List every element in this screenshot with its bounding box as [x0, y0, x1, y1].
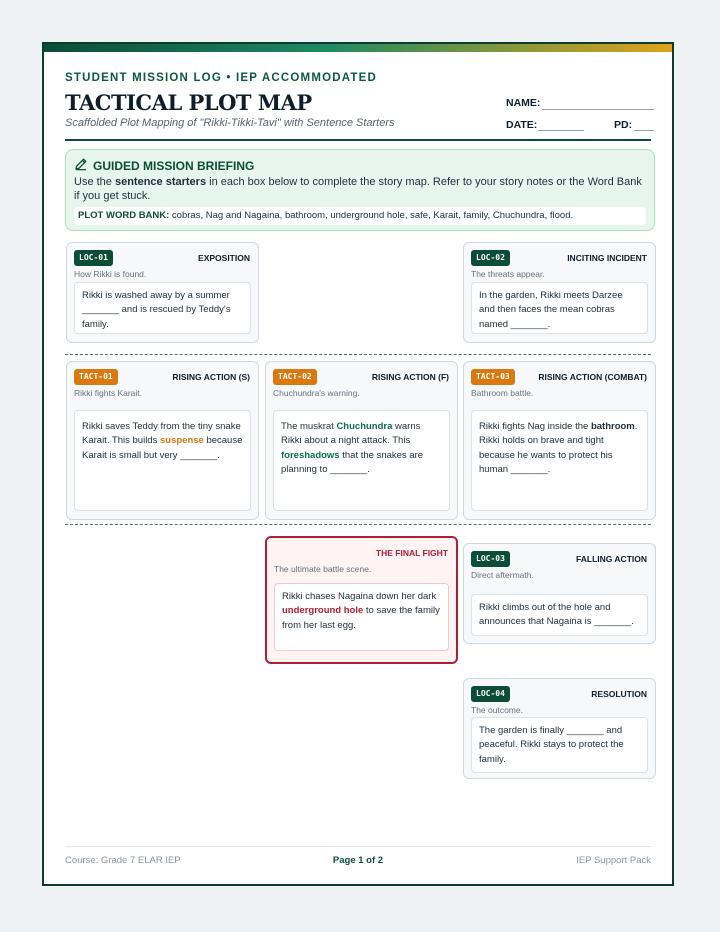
highlight-term: bathroom: [590, 421, 635, 432]
highlight-term: foreshadows: [281, 449, 340, 461]
briefing-title-text: GUIDED MISSION BRIEFING: [93, 158, 255, 173]
sentence-starter-box[interactable]: [74, 410, 251, 511]
starter-text: Rikki chases Nagaina down her dark: [282, 591, 437, 602]
card-label: RISING ACTION (S): [172, 372, 250, 382]
word-bank-label: PLOT WORD BANK:: [78, 210, 170, 221]
starter-text: warns Rikki about a night attack. This: [281, 421, 421, 447]
card-label: THE FINAL FIGHT: [375, 548, 448, 558]
card-label: FALLING ACTION: [576, 554, 647, 564]
card-subtitle: Rikki fights Karait.: [74, 388, 143, 398]
highlight-term: underground hole: [282, 605, 364, 617]
name-label: NAME:: [506, 97, 541, 109]
starter-text: that the snakes are planning to _______.: [281, 449, 424, 475]
card-rising-action-3: [463, 361, 656, 520]
footer-pack: IEP Support Pack: [576, 855, 651, 866]
card-label: INCITING INCIDENT: [567, 253, 647, 263]
card-exposition: [66, 242, 259, 343]
card-label: RISING ACTION (F): [371, 372, 449, 382]
instructions-emphasis: sentence starters: [114, 176, 207, 188]
starter-text: to save the family from her last egg.: [282, 605, 440, 631]
word-bank: [74, 207, 646, 225]
footer-course: Course: Grade 7 ELAR IEP: [65, 855, 181, 866]
highlight-term: suspense: [159, 435, 204, 447]
page-number: Page 1 of 2: [332, 855, 384, 866]
sentence-starter-box[interactable]: In the garden, Rikki meets Darzee and then faces the mean cobras named _______.: [471, 282, 648, 334]
badge-tact-01: TACT-01: [74, 369, 118, 385]
starter-text: . Rikki holds on brave and tight because he wants to protect his human _______.: [479, 421, 638, 475]
date-field[interactable]: [538, 130, 584, 131]
header-accent-bar: [44, 44, 672, 52]
starter-text: Rikki saves Teddy from the tiny snake Karait. This builds: [82, 421, 241, 447]
card-rising-action-1: [66, 361, 259, 520]
badge-loc-02: LOC-02: [471, 250, 510, 266]
card-subtitle: Chuchundra's warning.: [273, 388, 360, 398]
sentence-starter-box[interactable]: Rikki is washed away by a summer _______ and is rescued by Teddy's family.: [74, 282, 251, 334]
card-subtitle: Direct aftermath.: [471, 570, 534, 580]
card-subtitle: How Rikki is found.: [74, 269, 147, 279]
row-divider: [65, 354, 651, 355]
card-subtitle: Bathroom battle.: [471, 388, 534, 398]
instructions-text: Use the: [74, 176, 115, 188]
sentence-starter-box[interactable]: [274, 583, 449, 651]
mission-briefing: [65, 149, 655, 231]
card-subtitle: The ultimate battle scene.: [274, 564, 372, 574]
date-label: DATE:: [506, 119, 538, 131]
card-subtitle: The outcome.: [471, 705, 523, 715]
sentence-starter-box[interactable]: [273, 410, 450, 511]
badge-loc-04: LOC-04: [471, 686, 510, 702]
sentence-starter-box[interactable]: The garden is finally _______ and peaceful. Rikki stays to protect the family.: [471, 717, 648, 773]
card-label: EXPOSITION: [198, 253, 250, 263]
card-resolution: [463, 678, 656, 779]
instructions-text-cont: in each box below to complete the story map. Refer to your story notes or the Word Bank if you get stuck.: [74, 176, 642, 202]
card-label: RESOLUTION: [591, 689, 647, 699]
pencil-icon: [74, 157, 88, 174]
briefing-instructions: [74, 175, 644, 203]
page-title: TACTICAL PLOT MAP: [65, 90, 312, 115]
briefing-title: [74, 157, 254, 174]
starter-text: because Karait is small but very _______.: [82, 435, 243, 461]
footer-divider: [65, 846, 651, 847]
sentence-starter-box[interactable]: [471, 410, 648, 511]
card-subtitle: The threats appear.: [471, 269, 545, 279]
card-inciting-incident: [463, 242, 656, 343]
badge-loc-01: LOC-01: [74, 250, 113, 266]
word-bank-list: cobras, Nag and Nagaina, bathroom, underground hole, safe, Karait, family, Chuchundra, flood.: [169, 210, 574, 221]
kicker-label: STUDENT MISSION LOG • IEP ACCOMMODATED: [65, 72, 378, 84]
period-field[interactable]: [634, 130, 654, 131]
page-subtitle: Scaffolded Plot Mapping of "Rikki-Tikki-Tavi" with Sentence Starters: [65, 117, 395, 129]
card-label: RISING ACTION (COMBAT): [538, 372, 647, 382]
badge-loc-03: LOC-03: [471, 551, 510, 567]
highlight-term: Chuchundra: [336, 421, 393, 432]
card-rising-action-2: [265, 361, 458, 520]
header-divider: [65, 139, 651, 141]
starter-text: Rikki fights Nag inside the: [479, 421, 591, 432]
badge-tact-03: TACT-03: [471, 369, 515, 385]
card-final-fight: [265, 536, 458, 664]
name-field[interactable]: [542, 109, 654, 110]
sentence-starter-box[interactable]: Rikki climbs out of the hole and announces that Nagaina is _______.: [471, 594, 648, 636]
badge-tact-02: TACT-02: [273, 369, 317, 385]
starter-text: The muskrat: [281, 421, 337, 432]
card-falling-action: [463, 543, 656, 644]
row-divider: [65, 524, 651, 525]
worksheet-page: [42, 42, 674, 886]
period-label: PD:: [614, 119, 633, 131]
